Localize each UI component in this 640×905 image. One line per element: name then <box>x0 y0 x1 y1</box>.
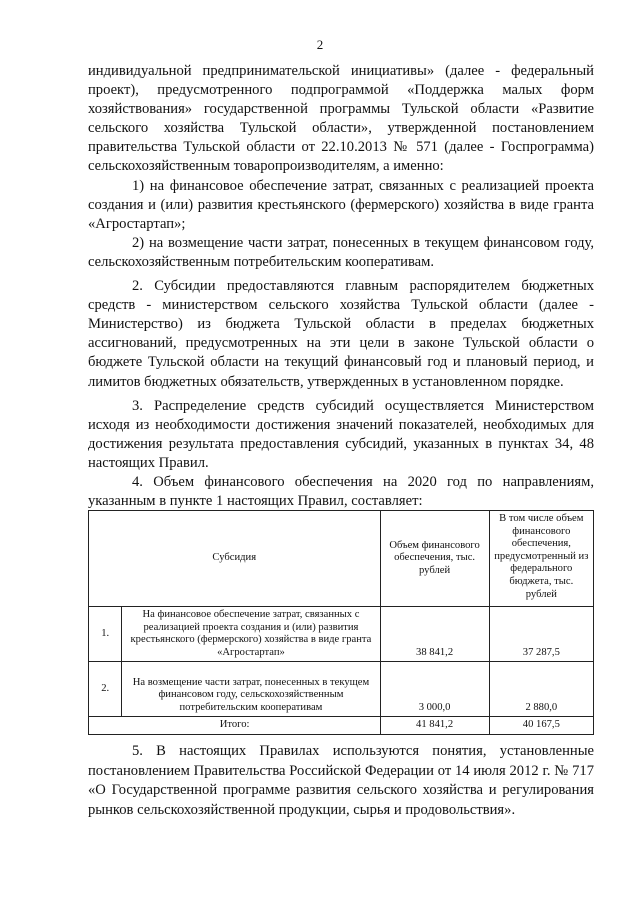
row-federal: 2 880,0 <box>489 662 593 717</box>
document-body <box>88 62 594 511</box>
subsidy-table <box>88 510 594 735</box>
header-volume: Объем финансового обеспечения, тыс. рублей <box>380 511 489 607</box>
table-total-row <box>89 717 594 735</box>
row-description: На возмещение части затрат, понесенных в текущем финансовом году, сельскохозяйственным потребительским кооперативам <box>122 662 380 717</box>
row-volume: 3 000,0 <box>380 662 489 717</box>
paragraph-4: 4. Объем финансового обеспечения на 2020 год по направлениям, указанным в пункте 1 настоящих Правил, составляет: <box>88 473 594 510</box>
table-row <box>89 662 594 717</box>
total-label: Итого: <box>89 717 381 735</box>
header-federal: В том числе объем финансового обеспечения, предусмотренный из федерального бюджета, тыс. рублей <box>489 511 593 607</box>
row-volume: 38 841,2 <box>380 607 489 662</box>
paragraph-2: 2. Субсидии предоставляются главным распорядителем бюджетных средств - министерством сельского хозяйства Тульской области (далее - Министерство) из бюджета Тульской области в пределах бюджетных ассигнований, предусмотренных на эти цели в законе Тульской области о бюджете Тульской области на текущий финансовый год и плановый период, и лимитов бюджетных обязательств, утвержденных в установленном порядке. <box>88 278 594 390</box>
row-number: 2. <box>89 662 122 717</box>
paragraph-item-2: 2) на возмещение части затрат, понесенных в текущем финансовом году, сельскохозяйственным потребительским кооперативам. <box>88 234 594 270</box>
page-number: 2 <box>316 37 324 52</box>
table-header-row <box>89 511 594 607</box>
paragraph-5: 5. В настоящих Правилах используются понятия, установленные постановлением Правительства Российской Федерации от 14 июля 2012 г. № 717 «О Государственной программе развития сельского хозяйства и регулирования рынков сельскохозяйственной продукции, сырья и продовольствия». <box>88 743 594 818</box>
paragraph-item-1: 1) на финансовое обеспечение затрат, связанных с реализацией проекта создания и (или) развития крестьянского (фермерского) хозяйства в виде гранта «Агростартап»; <box>88 177 594 232</box>
total-federal: 40 167,5 <box>489 717 593 735</box>
paragraph-3: 3. Распределение средств субсидий осуществляется Министерством исходя из необходимости достижения значений показателей, необходимых для достижения результата предоставления субсидий, указанных в пунктах 34, 48 настоящих Правил. <box>88 397 594 471</box>
row-federal: 37 287,5 <box>489 607 593 662</box>
row-description: На финансовое обеспечение затрат, связанных с реализацией проекта создания и (или) развития крестьянского (фермерского) хозяйства в виде гранта «Агростартап» <box>122 607 380 662</box>
header-subsidy: Субсидия <box>89 511 381 607</box>
table-row <box>89 607 594 662</box>
row-number: 1. <box>89 607 122 662</box>
total-volume: 41 841,2 <box>380 717 489 735</box>
document-body-after-table <box>88 742 594 820</box>
paragraph-continuation: индивидуальной предпринимательской инициативы» (далее - федеральный проект), предусмотренного подпрограммой «Поддержка малых форм хозяйствования» государственной программы Тульской области «Развитие сельского хозяйства Тульской области», утвержденной постановлением правительства Тульской области от 22.10.2013 № 571 (далее - Госпрограмма) сельскохозяйственным товаропроизводителям, а именно: <box>88 63 594 175</box>
